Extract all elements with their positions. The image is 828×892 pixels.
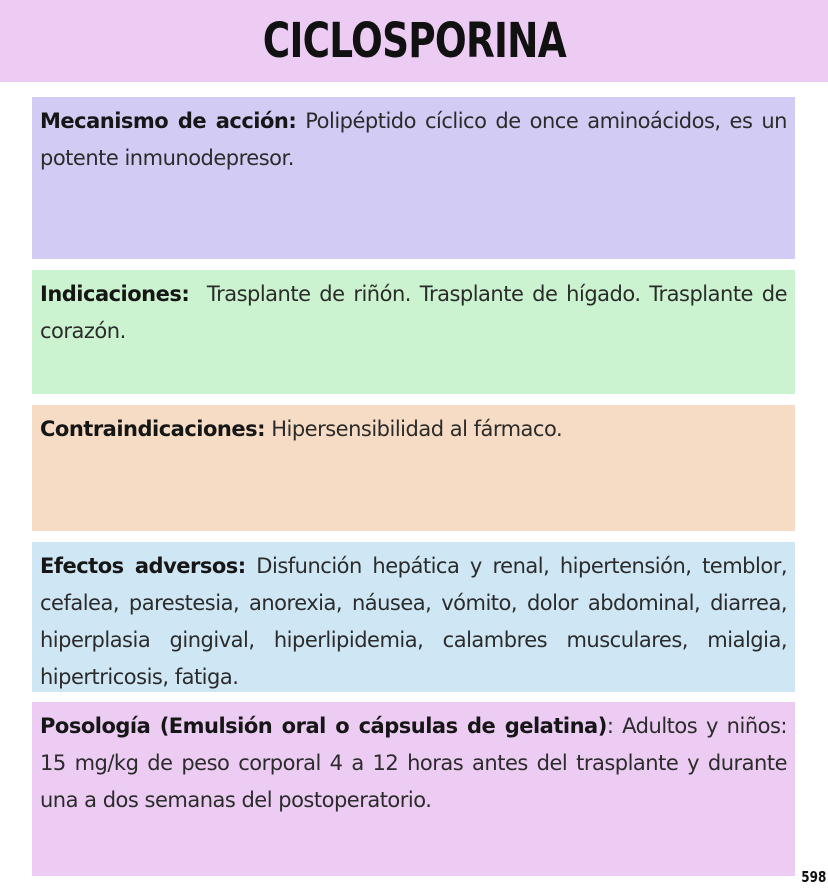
section-posologia-text: : Adultos y niños: 15 mg/kg de peso corporal 4 a 12 horas antes del trasplante y durante una a dos semanas del postoperatorio. [40, 714, 787, 812]
section-mecanismo [32, 97, 795, 259]
section-contraindicaciones-text: Hipersensibilidad al fármaco. [265, 417, 563, 441]
section-indicaciones-label: Indicaciones: [40, 282, 190, 306]
section-posologia-label: Posología (Emulsión oral o cápsulas de gelatina) [40, 714, 607, 738]
section-efectos-paragraph [40, 548, 787, 696]
section-mecanismo-paragraph [40, 103, 787, 177]
section-indicaciones [32, 270, 795, 394]
section-posologia-paragraph [40, 708, 787, 819]
section-indicaciones-paragraph [40, 276, 794, 350]
section-indicaciones-text: Trasplante de riñón. Trasplante de hígado. Trasplante de corazón. [40, 282, 794, 343]
section-contraindicaciones-paragraph [40, 411, 787, 448]
section-contraindicaciones [32, 405, 795, 531]
section-mecanismo-label: Mecanismo de acción: [40, 109, 297, 133]
section-efectos-text: Disfunción hepática y renal, hipertensión, temblor, cefalea, parestesia, anorexia, náusea, vómito, dolor abdominal, diarrea, hiperplasia gingival, hiperlipidemia, calambres musculares, mialgia, hipertricosis, fatiga. [40, 554, 788, 689]
section-contraindicaciones-label: Contraindicaciones: [40, 417, 266, 441]
title-banner [0, 0, 828, 82]
section-efectos-label: Efectos adversos: [40, 554, 246, 578]
section-efectos-adversos [32, 542, 795, 692]
section-mecanismo-text: Polipéptido cíclico de once aminoácidos, es un potente inmunodepresor. [40, 109, 787, 170]
section-posologia [32, 702, 795, 876]
page-title: CICLOSPORINA [262, 13, 566, 69]
page-number: 598 [800, 868, 826, 886]
